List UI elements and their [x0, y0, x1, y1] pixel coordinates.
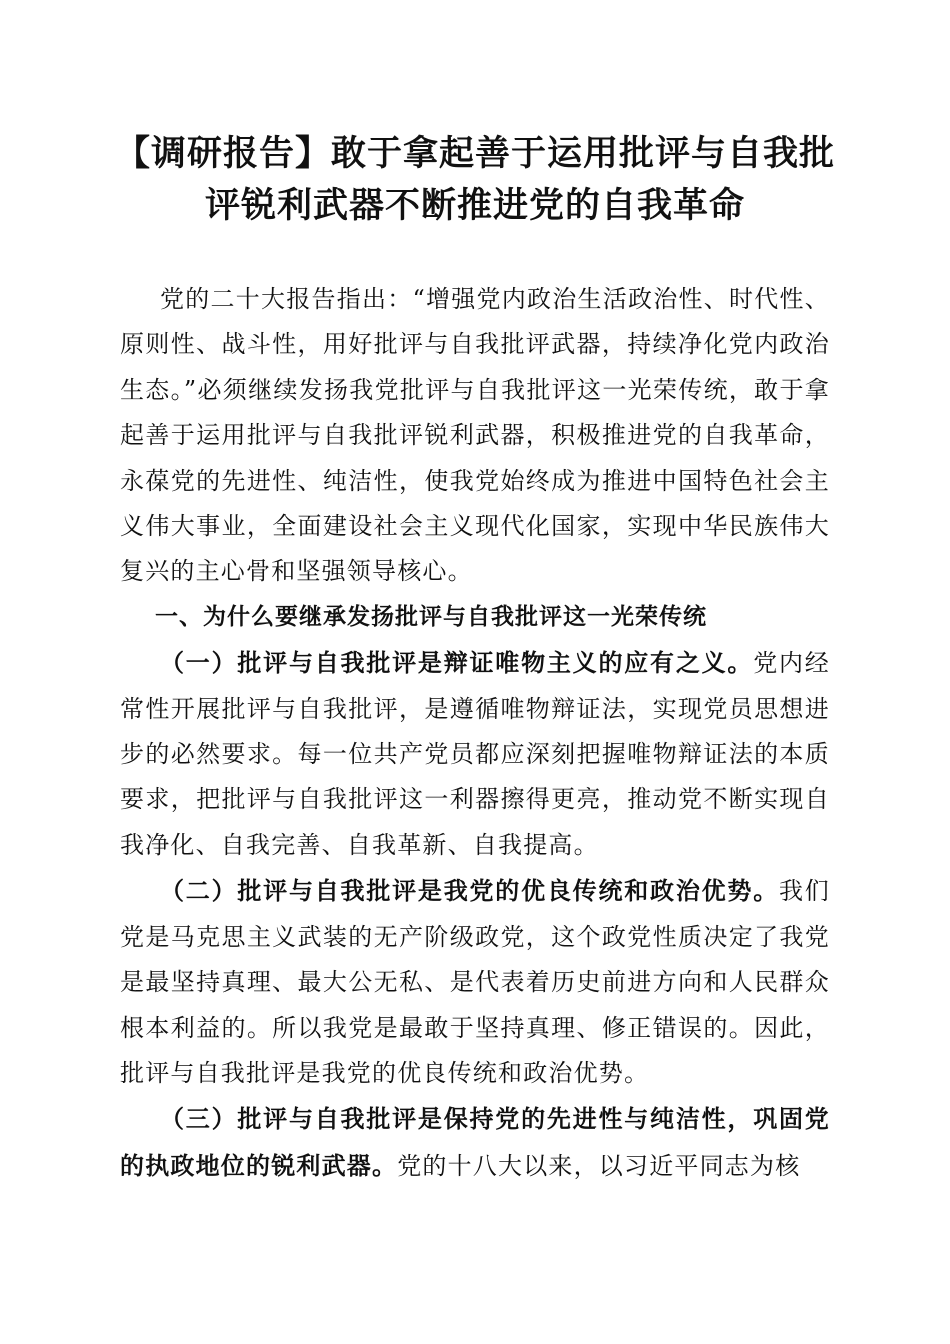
intro-paragraph: 党的二十大报告指出：“增强党内政治生活政治性、时代性、原则性、战斗性，用好批评与自我批评武器，持续净化党内政治生态。”必须继续发扬我党批评与自我批评这一光荣传统，敢于拿起善于运用批评与自我批评锐利武器，积极推进党的自我革命，永葆党的先进性、纯洁性，使我党始终成为推进中国特色社会主义伟大事业，全面建设社会主义现代化国家，实现中华民族伟大复兴的主心骨和坚强领导核心。	[120, 285, 830, 586]
title-line-1: 【调研报告】敢于拿起善于运用批评与自我批	[114, 134, 835, 174]
point-1-text: 党内经常性开展批评与自我批评，是遵循唯物辩证法，实现党员思想进步的必然要求。每一位共产党员都应深刻把握唯物辩证法的本质要求，把批评与自我批评这一利器擦得更亮，推动党不断实现自我净化、自我完善、自我革新、自我提高。	[120, 649, 830, 859]
point-3-lead: （三）批评与自我批评是保持党的先进性与纯洁性，巩固党的执政地位的锐利武器。	[120, 1104, 830, 1180]
document-body	[120, 277, 830, 1189]
section-heading-1: 一、为什么要继承发扬批评与自我批评这一光荣传统	[155, 603, 707, 630]
point-2-paragraph	[120, 868, 830, 1096]
point-3-text: 党的十八大以来，以习近平同志为核	[397, 1151, 801, 1180]
title-line-2: 评锐利武器不断推进党的自我革命	[204, 186, 745, 226]
point-2-text: 我们党是马克思主义武装的无产阶级政党，这个政党性质决定了我党是最坚持真理、最大公无私、是代表着历史前进方向和人民群众根本利益的。所以我党是最敢于坚持真理、修正错误的。因此，批评与自我批评是我党的优良传统和政治优势。	[120, 877, 830, 1087]
point-1-lead: （一）批评与自我批评是辩证唯物主义的应有之义。	[160, 648, 754, 678]
document-title	[100, 128, 850, 232]
point-1-paragraph	[120, 640, 830, 868]
point-2-lead: （二）批评与自我批评是我党的优良传统和政治优势。	[160, 876, 779, 906]
point-3-paragraph	[120, 1096, 830, 1189]
